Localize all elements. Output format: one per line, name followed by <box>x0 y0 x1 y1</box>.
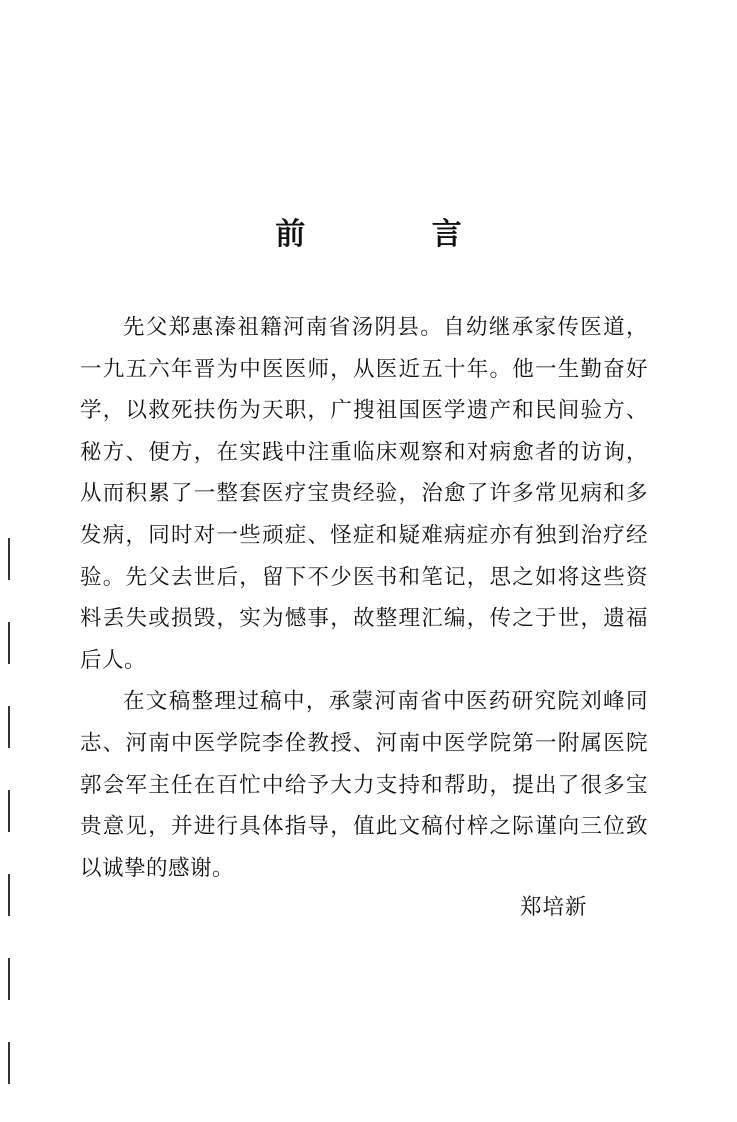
scan-margin-mark <box>8 874 10 916</box>
scan-margin-mark <box>8 1042 10 1084</box>
scan-margin-mark <box>8 538 10 580</box>
page-title: 前 言 <box>275 217 520 252</box>
paragraph-2: 在文稿整理过稿中，承蒙河南省中医药研究院刘峰同志、河南中医学院李佺教授、河南中医学院第一附属医院郭会军主任在百忙中给予大力支持和帮助，提出了很多宝贵意见，并进行具体指导，值此文稿付梓之际谨向三位致以诚挚的感谢。 <box>80 689 648 881</box>
scan-margin-mark <box>8 622 10 664</box>
preface-body <box>80 307 648 889</box>
scan-margin-mark <box>8 958 10 1000</box>
scan-margin-mark <box>8 790 10 832</box>
paragraph-1: 先父郑惠溱祖籍河南省汤阴县。自幼继承家传医道，一九五六年晋为中医医师，从医近五十年。他一生勤奋好学，以救死扶伤为天职，广搜祖国医学遗产和民间验方、秘方、便方，在实践中注重临床观察和对病愈者的访询，从而积累了一整套医疗宝贵经验，治愈了许多常见病和多发病，同时对一些顽症、怪症和疑难病症亦有独到治疗经验。先父去世后，留下不少医书和笔记，思之如将这些资料丢失或损毁，实为憾事，故整理汇编，传之于世，遗福后人。 <box>80 315 648 673</box>
scan-margin-mark <box>8 706 10 748</box>
author-signature: 郑培新 <box>520 895 588 920</box>
